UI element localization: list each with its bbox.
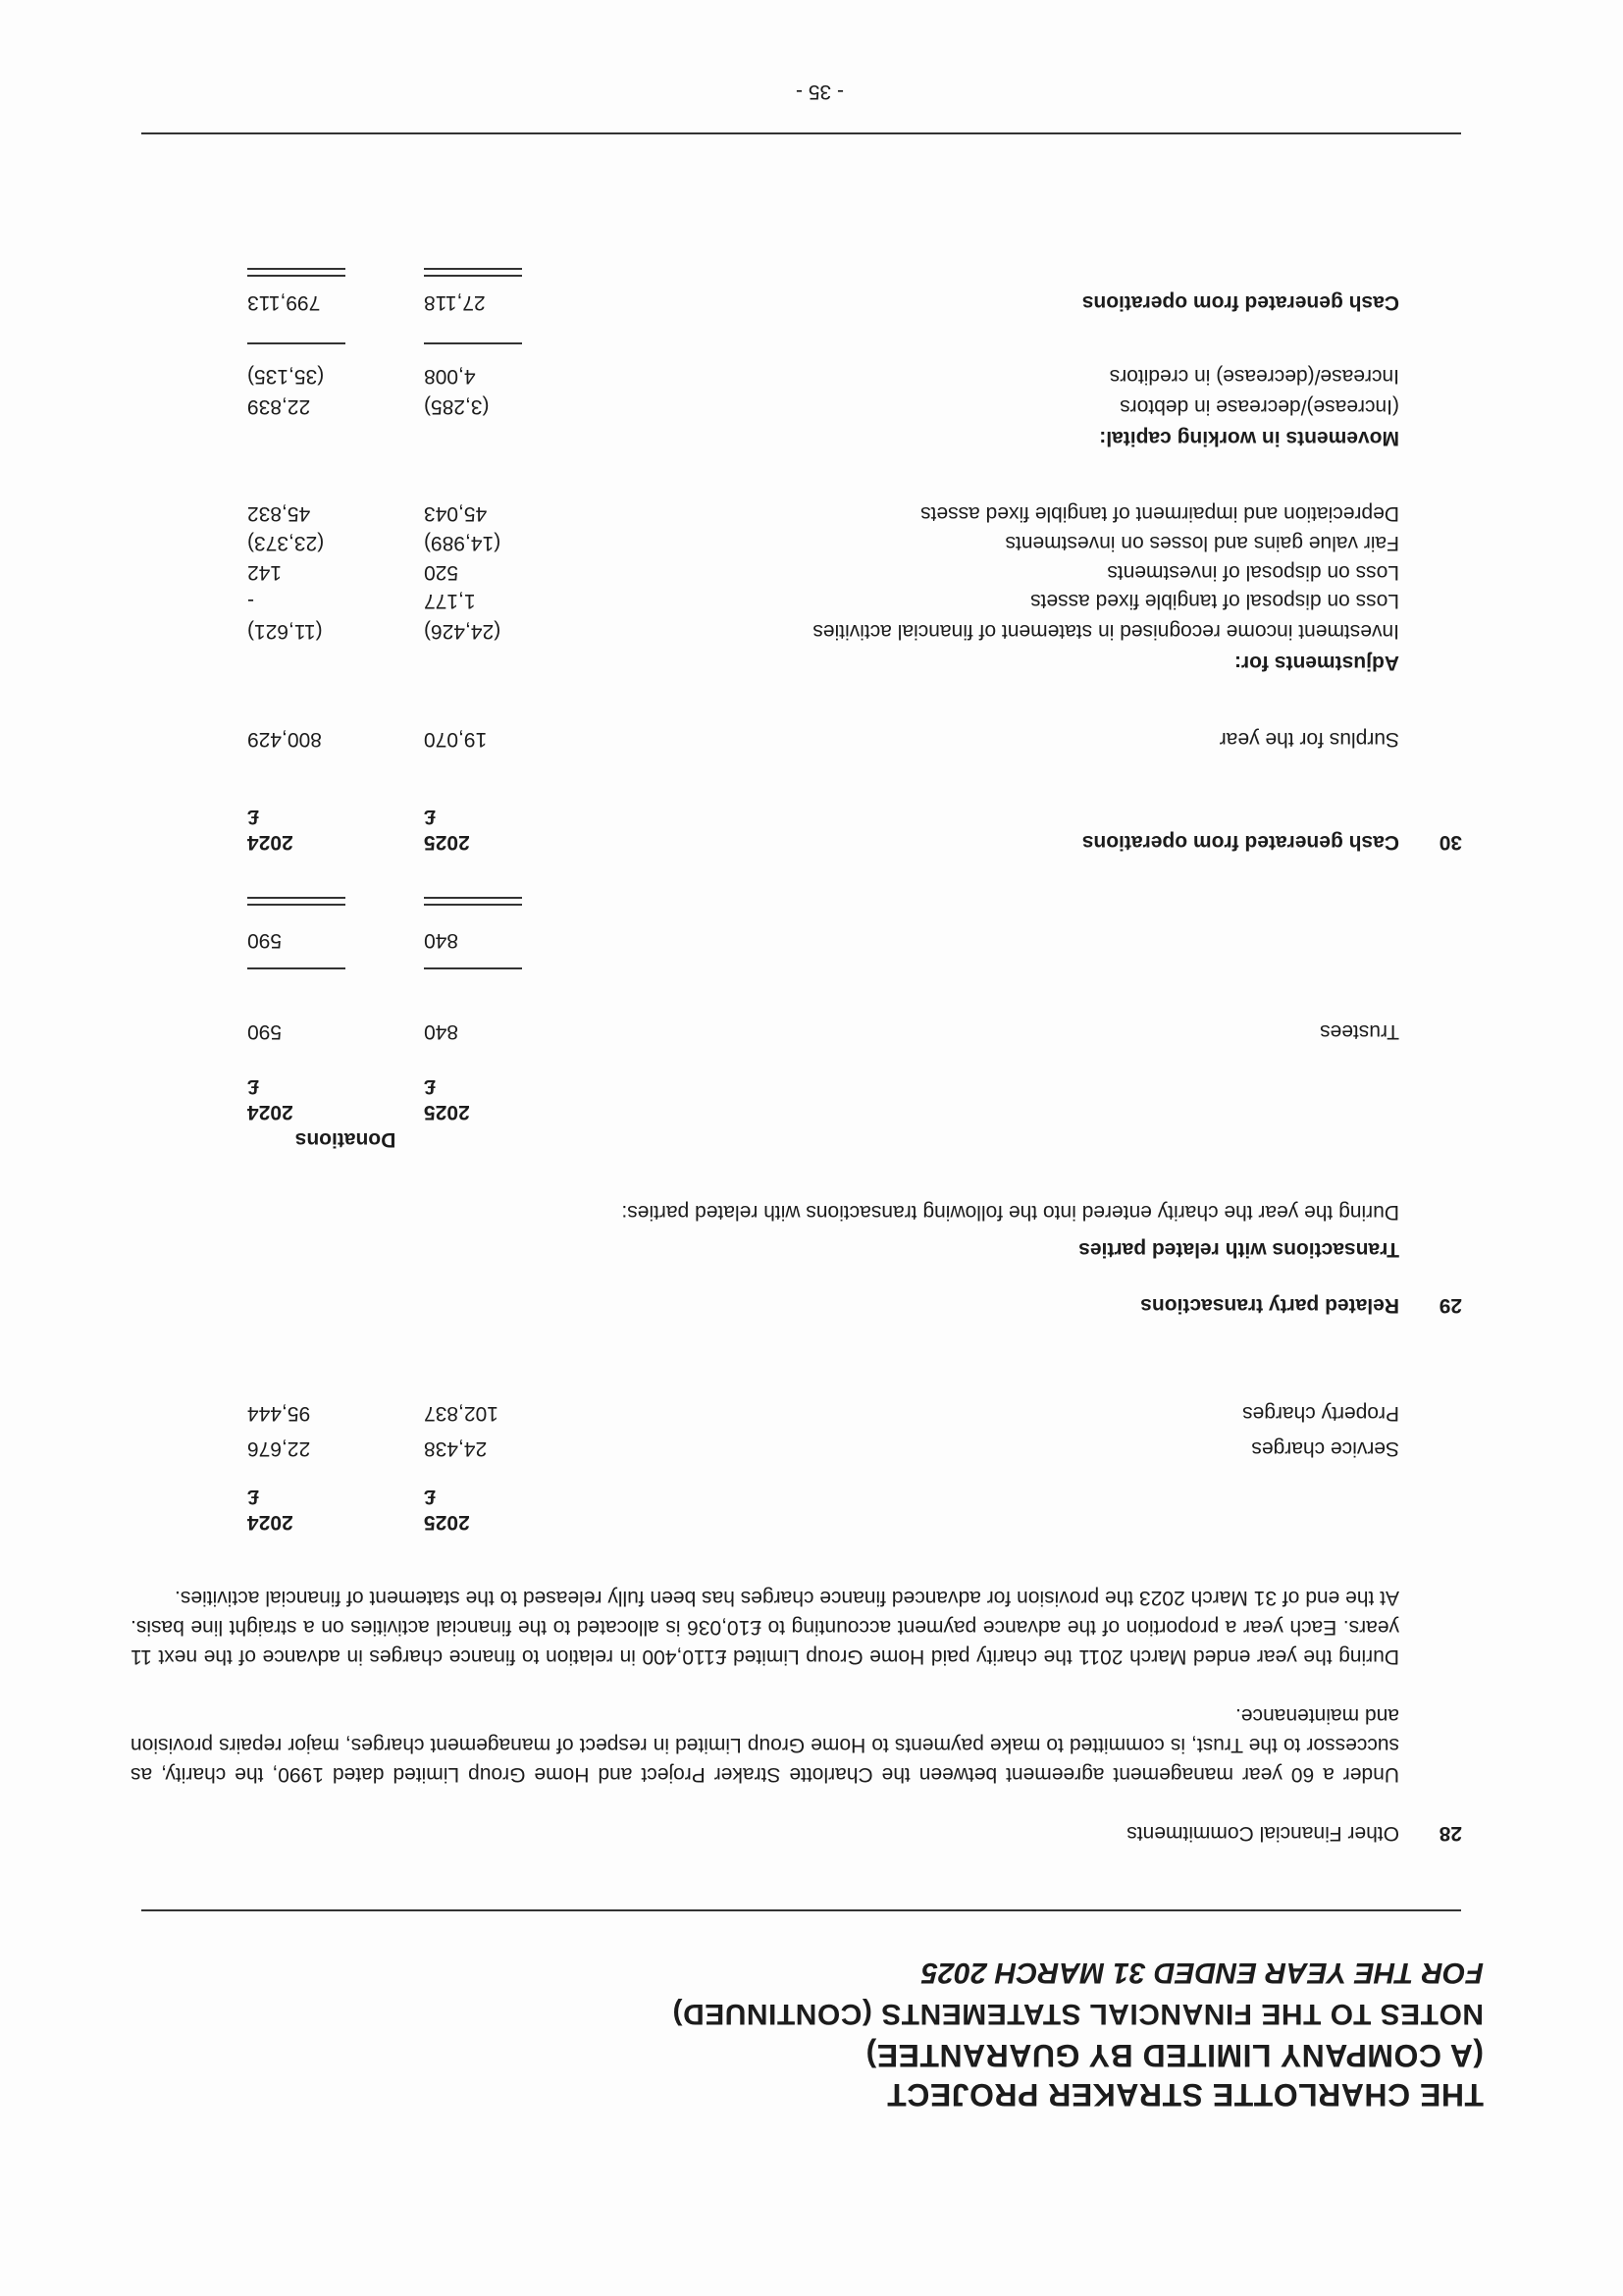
cash-generated-label: Cash generated from operations: [1081, 291, 1399, 314]
adjustment-value-2024: (11,621): [247, 620, 323, 643]
note-28-row-label: Service charges: [1251, 1437, 1399, 1460]
surplus-value-2025: 19,070: [424, 728, 488, 751]
note-29-title: Related party transactions: [1140, 1294, 1399, 1317]
note-28-paragraph-2: During the year ended March 2011 the charity paid Home Group Limited £110,400 in relation to finance charges in advance of the next 11 years. Each year a proportion of the advance payment accounting to £10,036 is allocated to the financial activities on a straight line basis. At the end of 31 March 2023 the provision for advanced finance charges has been fully released to the statement of financial activities.: [131, 1587, 1399, 1668]
adjustment-label: Investment income recognised in statement of financial activities: [812, 620, 1399, 643]
adjustment-value-2024: 45,832: [247, 502, 311, 525]
subtotal-rule: [424, 967, 522, 969]
adjustment-label: Depreciation and impairment of tangible fixed assets: [920, 502, 1399, 525]
subtotal-rule: [424, 342, 522, 344]
note-28-unit-2024: £: [247, 1486, 259, 1508]
note-30-title: Cash generated from operations: [1081, 831, 1399, 854]
note-29-intro: During the year the charity entered into the following transactions with related parties:: [621, 1201, 1399, 1224]
document-period: FOR THE YEAR ENDED 31 MARCH 2025: [921, 1957, 1484, 1989]
subtotal-rule: [247, 967, 345, 969]
working-capital-label: Increase/(decrease) in creditors: [1109, 365, 1399, 388]
note-29-group-header: Donations: [294, 1128, 396, 1151]
working-capital-header: Movements in working capital:: [1099, 427, 1399, 449]
adjustment-label: Loss on disposal of investments: [1107, 561, 1399, 584]
note-29-unit-2024: £: [247, 1075, 259, 1098]
note-29-total-2024: 590: [247, 929, 283, 952]
note-30-unit-2024: £: [247, 806, 259, 828]
note-29-year-2025: 2025: [424, 1101, 470, 1123]
note-29-row-value-2025: 840: [424, 1020, 459, 1043]
total-double-rule: [424, 897, 522, 906]
note-29-unit-2025: £: [424, 1075, 436, 1098]
total-double-rule: [247, 268, 345, 277]
note-30-number: 30: [1439, 831, 1462, 854]
subtotal-rule: [247, 342, 345, 344]
header-divider: [141, 1909, 1461, 1911]
working-capital-value-2025: (3,285): [424, 395, 490, 418]
adjustment-value-2024: 142: [247, 561, 283, 584]
adjustment-value-2025: (24,426): [424, 620, 501, 643]
cash-generated-value-2025: 27,118: [424, 291, 486, 314]
working-capital-label: (Increase)/decrease in debtors: [1120, 395, 1399, 418]
adjustment-label: Loss on disposal of tangible fixed assets: [1030, 590, 1399, 612]
note-29-year-2024: 2024: [247, 1101, 293, 1123]
note-28-row-value-2025: 102,837: [424, 1402, 498, 1425]
cash-generated-value-2024: 799,113: [247, 291, 321, 314]
note-28-row-label: Property charges: [1242, 1402, 1399, 1425]
note-29-number: 29: [1439, 1294, 1462, 1317]
note-28-unit-2025: £: [424, 1486, 436, 1508]
note-28-row-value-2024: 22,676: [247, 1437, 311, 1460]
note-30-unit-2025: £: [424, 806, 436, 828]
working-capital-value-2025: 4,008: [424, 365, 476, 388]
footer-divider: [141, 132, 1461, 134]
note-28-year-2025: 2025: [424, 1511, 470, 1534]
organisation-name: THE CHARLOTTE STRAKER PROJECT: [886, 2077, 1484, 2113]
adjustment-value-2025: (14,989): [424, 532, 501, 554]
note-29-total-2025: 840: [424, 929, 459, 952]
note-29-subtitle: Transactions with related parties: [1078, 1238, 1399, 1261]
note-30-year-2024: 2024: [247, 831, 293, 854]
note-28-number: 28: [1439, 1822, 1462, 1845]
note-29-row-value-2024: 590: [247, 1020, 283, 1043]
note-29-row-label: Trustees: [1320, 1020, 1399, 1043]
surplus-label: Surplus for the year: [1219, 728, 1399, 751]
working-capital-value-2024: (35,135): [247, 365, 325, 388]
total-double-rule: [424, 268, 522, 277]
note-28-row-value-2025: 24,438: [424, 1437, 488, 1460]
total-double-rule: [247, 897, 345, 906]
adjustment-value-2025: 520: [424, 561, 459, 584]
organisation-status: (A COMPANY LIMITED BY GUARANTEE): [865, 2038, 1484, 2073]
note-30-year-2025: 2025: [424, 831, 470, 854]
adjustment-value-2024: -: [247, 590, 254, 612]
document-subtitle: NOTES TO THE FINANCIAL STATEMENTS (CONTINUED): [672, 1998, 1484, 2030]
working-capital-value-2024: 22,839: [247, 395, 311, 418]
page-number: - 35 -: [795, 80, 844, 103]
note-28-paragraph-1: Under a 60 year management agreement between the Charlotte Straker Project and Home Group Limited dated 1990, the charity, as successor to the Trust, is committed to make payments to Home Group Limited in respect of management charges, major repairs provision and maintenance.: [131, 1704, 1399, 1786]
adjustments-header: Adjustments for:: [1234, 652, 1399, 674]
adjustment-value-2024: (23,373): [247, 532, 325, 554]
adjustment-value-2025: 1,177: [424, 590, 476, 612]
surplus-value-2024: 800,429: [247, 728, 322, 751]
adjustment-label: Fair value gains and losses on investments: [1005, 532, 1399, 554]
adjustment-value-2025: 45,043: [424, 502, 488, 525]
note-28-year-2024: 2024: [247, 1511, 293, 1534]
note-28-row-value-2024: 95,444: [247, 1402, 311, 1425]
note-28-title: Other Financial Commitments: [1126, 1822, 1399, 1845]
